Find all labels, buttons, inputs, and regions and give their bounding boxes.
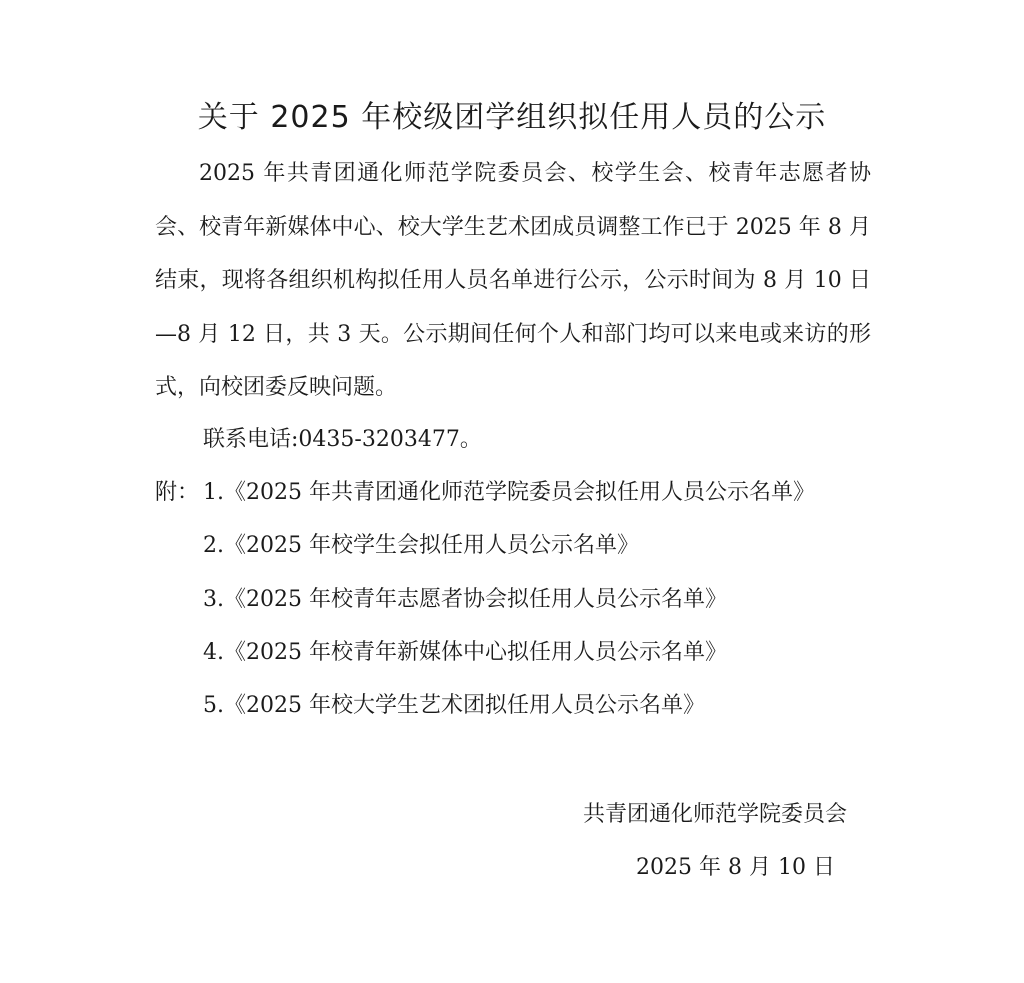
attachment-label: 附： <box>155 480 200 505</box>
notice-paragraph: 2025 年共青团通化师范学院委员会、校学生会、校青年志愿者协会、校青年新媒体中心、校大学生艺术团成员调整工作已于 2025 年 8 月结束，现将各组织机构拟任用人员名单进行公示，公示时间为 8 月 10 日—8 月 12 日，共 3 天。公示期间任何个人和部门均可以来电或来访的形式，向校团委反映问题。 <box>155 161 871 400</box>
attachment-item-1: 1.《2025 年共青团通化师范学院委员会拟任用人员公示名单》 <box>203 480 815 505</box>
notice-title: 关于 2025 年校级团学组织拟任用人员的公示 <box>197 100 827 135</box>
attachment-item-4: 4.《2025 年校青年新媒体中心拟任用人员公示名单》 <box>203 640 727 665</box>
attachment-item-2: 2.《2025 年校学生会拟任用人员公示名单》 <box>203 533 639 558</box>
contact-phone: 联系电话:0435-3203477。 <box>203 427 482 452</box>
signature-organization: 共青团通化师范学院委员会 <box>583 802 848 827</box>
attachment-item-3: 3.《2025 年校青年志愿者协会拟任用人员公示名单》 <box>203 587 727 612</box>
attachment-item-5: 5.《2025 年校大学生艺术团拟任用人员公示名单》 <box>203 693 705 718</box>
signature-date: 2025 年 8 月 10 日 <box>636 855 835 880</box>
